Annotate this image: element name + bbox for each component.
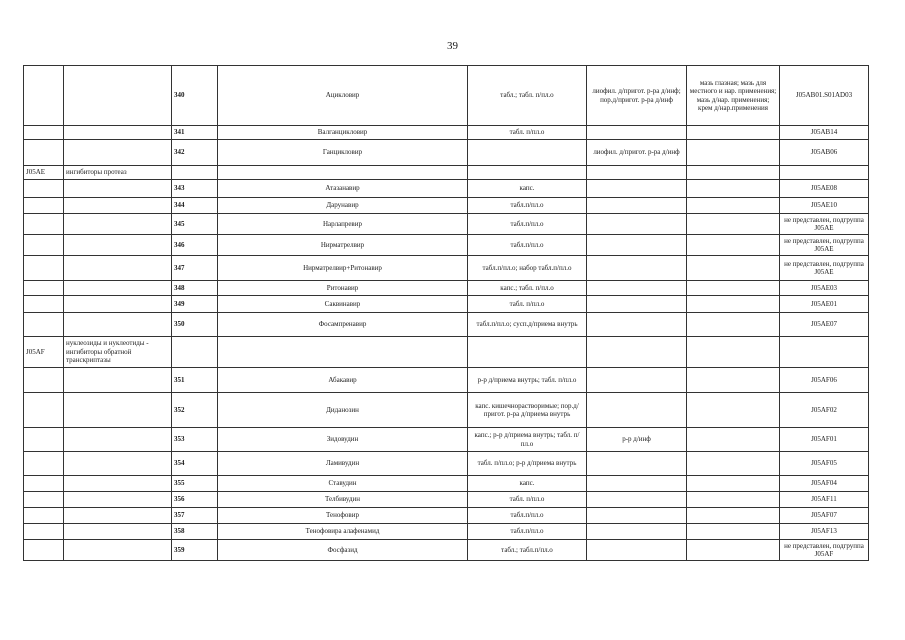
group-code-cell [24, 198, 64, 214]
group-name-cell [64, 476, 172, 492]
drug-name-cell: Абакавир [218, 368, 468, 393]
table-row [24, 214, 869, 235]
atc-code-cell: J05AF05 [780, 452, 869, 476]
group-code-cell: J05AF [24, 337, 64, 368]
group-code-cell [24, 235, 64, 256]
group-code-cell [24, 393, 64, 428]
external-form-cell [687, 337, 780, 368]
table-row [24, 66, 869, 126]
drug-name-cell [218, 337, 468, 368]
group-code-cell [24, 256, 64, 281]
external-form-cell [687, 368, 780, 393]
injection-form-cell: лиофил. д/пригот. р-ра д/инф [587, 140, 687, 166]
external-form-cell [687, 198, 780, 214]
group-name-cell [64, 524, 172, 540]
row-number-cell: 350 [172, 313, 218, 337]
atc-code-cell: J05AE01 [780, 296, 869, 313]
external-form-cell [687, 313, 780, 337]
external-form-cell [687, 524, 780, 540]
injection-form-cell [587, 337, 687, 368]
drug-name-cell: Нирматрелвир+Ритонавир [218, 256, 468, 281]
drug-name-cell: Зидовудин [218, 428, 468, 452]
row-number-cell: 349 [172, 296, 218, 313]
drug-name-cell: Телбивудин [218, 492, 468, 508]
table-row [24, 256, 869, 281]
group-name-cell: нуклеозиды и нуклеотиды - ингибиторы обратной транскриптазы [64, 337, 172, 368]
table-row [24, 281, 869, 296]
dosage-form-cell [468, 166, 587, 180]
group-name-cell [64, 140, 172, 166]
dosage-form-cell: табл.; табл.п/пл.о [468, 540, 587, 561]
dosage-form-cell: табл. п/пл.о [468, 492, 587, 508]
injection-form-cell [587, 524, 687, 540]
dosage-form-cell: капс. [468, 476, 587, 492]
atc-code-cell: J05AB01.S01AD03 [780, 66, 869, 126]
row-number-cell: 357 [172, 508, 218, 524]
dosage-form-cell: табл.п/пл.о; набор табл.п/пл.о [468, 256, 587, 281]
drug-name-cell: Ацикловир [218, 66, 468, 126]
external-form-cell [687, 126, 780, 140]
external-form-cell [687, 214, 780, 235]
drug-name-cell [218, 166, 468, 180]
table-row [24, 140, 869, 166]
group-code-cell [24, 214, 64, 235]
external-form-cell [687, 428, 780, 452]
drug-name-cell: Ганцикловир [218, 140, 468, 166]
atc-code-cell: не представлен, подгруппа J05AF [780, 540, 869, 561]
dosage-form-cell: табл. п/пл.о [468, 126, 587, 140]
drug-name-cell: Нарлапревир [218, 214, 468, 235]
table-row [24, 313, 869, 337]
atc-code-cell: J05AF07 [780, 508, 869, 524]
external-form-cell [687, 452, 780, 476]
group-name-cell [64, 368, 172, 393]
atc-code-cell: J05AF01 [780, 428, 869, 452]
table-row [24, 180, 869, 198]
group-name-cell [64, 214, 172, 235]
row-number-cell: 345 [172, 214, 218, 235]
table-row [24, 540, 869, 561]
table-row [24, 368, 869, 393]
table-row [24, 337, 869, 368]
external-form-cell [687, 180, 780, 198]
group-name-cell [64, 428, 172, 452]
row-number-cell [172, 166, 218, 180]
group-name-cell [64, 492, 172, 508]
row-number-cell: 346 [172, 235, 218, 256]
group-code-cell [24, 452, 64, 476]
injection-form-cell [587, 540, 687, 561]
row-number-cell: 355 [172, 476, 218, 492]
drug-name-cell: Тенофовира алафенамид [218, 524, 468, 540]
external-form-cell [687, 235, 780, 256]
injection-form-cell [587, 393, 687, 428]
group-name-cell [64, 235, 172, 256]
atc-code-cell: J05AF11 [780, 492, 869, 508]
drug-name-cell: Тенофовир [218, 508, 468, 524]
atc-code-cell: J05AF02 [780, 393, 869, 428]
external-form-cell [687, 281, 780, 296]
group-code-cell [24, 313, 64, 337]
dosage-form-cell: табл.; табл. п/пл.о [468, 66, 587, 126]
dosage-form-cell [468, 337, 587, 368]
drug-name-cell: Саквинавир [218, 296, 468, 313]
drug-name-cell: Фосампренавир [218, 313, 468, 337]
group-name-cell [64, 126, 172, 140]
table-row [24, 524, 869, 540]
atc-code-cell [780, 337, 869, 368]
external-form-cell [687, 296, 780, 313]
group-code-cell [24, 524, 64, 540]
group-code-cell [24, 492, 64, 508]
dosage-form-cell: табл.п/пл.о [468, 214, 587, 235]
row-number-cell: 344 [172, 198, 218, 214]
dosage-form-cell: табл. п/пл.о; р-р д/приема внутрь [468, 452, 587, 476]
atc-code-cell: не представлен, подгруппа J05AE [780, 256, 869, 281]
injection-form-cell [587, 126, 687, 140]
table-row [24, 166, 869, 180]
atc-code-cell: J05AB14 [780, 126, 869, 140]
external-form-cell [687, 393, 780, 428]
row-number-cell: 356 [172, 492, 218, 508]
injection-form-cell [587, 313, 687, 337]
group-code-cell [24, 368, 64, 393]
group-code-cell [24, 428, 64, 452]
table-row [24, 126, 869, 140]
injection-form-cell [587, 476, 687, 492]
group-name-cell [64, 540, 172, 561]
drug-name-cell: Ламивудин [218, 452, 468, 476]
row-number-cell: 351 [172, 368, 218, 393]
injection-form-cell [587, 235, 687, 256]
external-form-cell [687, 508, 780, 524]
row-number-cell: 343 [172, 180, 218, 198]
injection-form-cell [587, 198, 687, 214]
atc-code-cell: J05AF06 [780, 368, 869, 393]
atc-code-cell: J05AF04 [780, 476, 869, 492]
external-form-cell [687, 476, 780, 492]
row-number-cell: 354 [172, 452, 218, 476]
group-code-cell [24, 180, 64, 198]
table-row [24, 428, 869, 452]
atc-code-cell [780, 166, 869, 180]
group-name-cell [64, 313, 172, 337]
table-row [24, 235, 869, 256]
dosage-form-cell [468, 140, 587, 166]
external-form-cell [687, 166, 780, 180]
group-code-cell [24, 296, 64, 313]
group-name-cell [64, 66, 172, 126]
row-number-cell: 353 [172, 428, 218, 452]
dosage-form-cell: капс. кишечнорастворимые; пор.д/пригот. р-ра д/приема внутрь [468, 393, 587, 428]
injection-form-cell [587, 492, 687, 508]
group-name-cell [64, 281, 172, 296]
external-form-cell [687, 492, 780, 508]
group-code-cell [24, 140, 64, 166]
injection-form-cell: р-р д/инф [587, 428, 687, 452]
dosage-form-cell: капс.; р-р д/приема внутрь; табл. п/пл.о [468, 428, 587, 452]
group-name-cell [64, 508, 172, 524]
atc-code-cell: не представлен, подгруппа J05AE [780, 214, 869, 235]
row-number-cell: 352 [172, 393, 218, 428]
table-row [24, 452, 869, 476]
table-row [24, 198, 869, 214]
table-row [24, 476, 869, 492]
drug-name-cell: Диданозин [218, 393, 468, 428]
dosage-form-cell: табл.п/пл.о [468, 198, 587, 214]
page-number: 39 [447, 40, 458, 52]
group-name-cell [64, 256, 172, 281]
group-code-cell [24, 66, 64, 126]
external-form-cell [687, 140, 780, 166]
group-code-cell [24, 508, 64, 524]
atc-code-cell: J05AF13 [780, 524, 869, 540]
external-form-cell: мазь глазная; мазь для местного и нар. применения; мазь д/нар. применения; крем д/нар.применения [687, 66, 780, 126]
drug-name-cell: Фосфазид [218, 540, 468, 561]
group-code-cell [24, 126, 64, 140]
row-number-cell: 341 [172, 126, 218, 140]
group-name-cell: ингибиторы протеаз [64, 166, 172, 180]
table-row [24, 296, 869, 313]
row-number-cell [172, 337, 218, 368]
row-number-cell: 359 [172, 540, 218, 561]
drug-name-cell: Дарунавир [218, 198, 468, 214]
atc-code-cell: J05AE03 [780, 281, 869, 296]
injection-form-cell [587, 281, 687, 296]
dosage-form-cell: табл. п/пл.о [468, 296, 587, 313]
atc-code-cell: не представлен, подгруппа J05AE [780, 235, 869, 256]
row-number-cell: 340 [172, 66, 218, 126]
group-name-cell [64, 198, 172, 214]
group-code-cell [24, 540, 64, 561]
drug-name-cell: Нирматрелвир [218, 235, 468, 256]
row-number-cell: 348 [172, 281, 218, 296]
injection-form-cell [587, 166, 687, 180]
group-name-cell [64, 180, 172, 198]
drug-name-cell: Ритонавир [218, 281, 468, 296]
group-code-cell [24, 476, 64, 492]
dosage-form-cell: р-р д/приема внутрь; табл. п/пл.о [468, 368, 587, 393]
dosage-form-cell: капс. [468, 180, 587, 198]
atc-code-cell: J05AE08 [780, 180, 869, 198]
injection-form-cell [587, 508, 687, 524]
table-row [24, 393, 869, 428]
dosage-form-cell: табл.п/пл.о [468, 235, 587, 256]
dosage-form-cell: табл.п/пл.о [468, 508, 587, 524]
injection-form-cell [587, 452, 687, 476]
group-name-cell [64, 296, 172, 313]
dosage-form-cell: табл.п/пл.о [468, 524, 587, 540]
external-form-cell [687, 540, 780, 561]
table-row [24, 508, 869, 524]
drug-table [23, 65, 869, 561]
dosage-form-cell: табл.п/пл.о; сусп.д/приема внутрь [468, 313, 587, 337]
injection-form-cell [587, 368, 687, 393]
row-number-cell: 347 [172, 256, 218, 281]
drug-name-cell: Ставудин [218, 476, 468, 492]
atc-code-cell: J05AB06 [780, 140, 869, 166]
row-number-cell: 358 [172, 524, 218, 540]
group-code-cell: J05AE [24, 166, 64, 180]
injection-form-cell [587, 256, 687, 281]
injection-form-cell [587, 180, 687, 198]
table-row [24, 492, 869, 508]
group-code-cell [24, 281, 64, 296]
injection-form-cell [587, 214, 687, 235]
drug-name-cell: Валганцикловир [218, 126, 468, 140]
group-name-cell [64, 452, 172, 476]
dosage-form-cell: капс.; табл. п/пл.о [468, 281, 587, 296]
group-name-cell [64, 393, 172, 428]
external-form-cell [687, 256, 780, 281]
row-number-cell: 342 [172, 140, 218, 166]
injection-form-cell [587, 296, 687, 313]
atc-code-cell: J05AE07 [780, 313, 869, 337]
atc-code-cell: J05AE10 [780, 198, 869, 214]
drug-name-cell: Атазанавир [218, 180, 468, 198]
injection-form-cell: лиофил. д/пригот. р-ра д/инф; пор.д/пригот. р-ра д/инф [587, 66, 687, 126]
